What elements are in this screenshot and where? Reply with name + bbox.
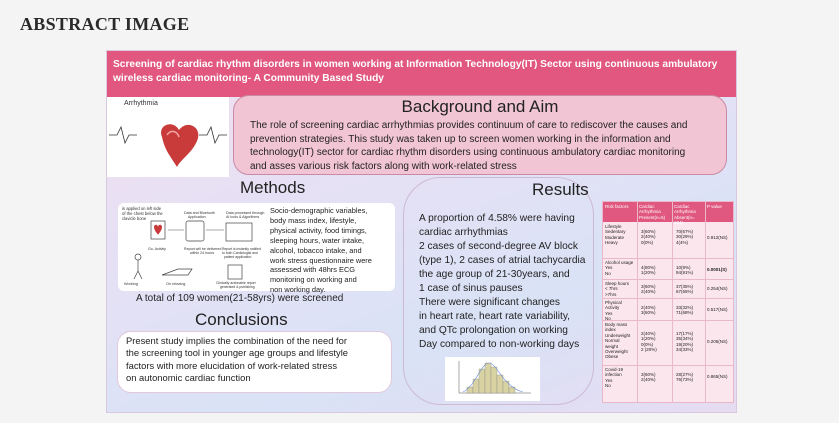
conclusion-line: on autonomic cardiac function [126,372,251,384]
flow-label: within 24 hours [190,251,215,255]
background-line: and asses various risk factors along with work-related stress [250,160,517,172]
conclusions-title: Conclusions [195,310,288,329]
methods-footer: A total of 109 women(21-58yrs) were screened [136,293,344,304]
histogram-bar [467,387,473,393]
page-heading: ABSTRACT IMAGE [20,14,190,34]
results-text [419,212,599,352]
table-cell-present: 3(60%) 2(40%) 0(0%) [641,229,656,245]
flow-label: On relaxing [166,282,186,286]
table-cell-absent: 17(17%) 35(34%) 19(20%) 34(33%) [676,331,694,353]
conclusions-box [117,331,392,393]
table-header-cell: Risk factors [605,204,629,209]
methods-title: Methods [240,178,306,197]
results-line: cardiac arrhythmias [419,227,508,238]
table-cell-factor: Alcohol usage Yes No [605,260,634,276]
banner-line-1: Screening of cardiac rhythm disorders in women working at Information Technology(IT) Sector using continuous ambulatory [113,59,718,70]
flow-label: Data and Bluetooth [184,211,215,215]
background-line: technology(IT) sector for cardiac rhythm disorders using continuous ambulatory cardiac monitoring [250,147,686,158]
histogram-chart [445,357,540,401]
methods-text [270,206,395,295]
methods-line: alcohol, tobacco intake, and [270,245,362,255]
flow-label: Report is instantly notified [222,247,261,251]
results-line: There were significant changes [419,297,561,308]
table-cell-p: 0.205(NS) [707,339,728,344]
table-cell-factor: Physical Activity Yes No [605,300,622,322]
flow-label: Data processed through [226,211,265,215]
results-line: and QTc prolongation on working [419,325,568,336]
document-icon [228,265,242,279]
title-banner [107,51,736,97]
flow-label: patient application [224,255,252,259]
table-cell-absent: 28(27%) 76(73%) [676,372,694,383]
smartphone-icon [186,221,204,241]
table-header-cell: P value [707,204,722,209]
results-line: A proportion of 4.58% were having [419,213,575,224]
table-cell-p: 0.254(NS) [707,286,728,291]
table-cell-factor: Sleep hours < 7hrs >7hrs [605,281,630,297]
conclusions-text [126,335,390,385]
conclusion-line: the screening tool in younger age groups and lifestyle [126,347,349,359]
thumbnail-label: Arrhythmia [124,100,158,107]
flow-label: Application [188,215,206,219]
computer-icon [226,223,252,241]
flow-label: Clinically actionable report [216,281,256,285]
histogram-bar [479,369,485,393]
table-cell-present: 2(40%) 1(20%) 0(0%) 2 (20%) [641,331,657,353]
histogram-bar [491,367,497,393]
table-cell-p: 0.517(NS) [707,307,728,312]
results-title: Results [532,180,589,199]
background-line: The role of screening cardiac arrhythmias provides continuum of care to rediscover the causes and [250,120,688,131]
background-line: prevention strategies. This study was taken up to screen women working in the information and [250,133,671,145]
histogram-thumbnail [445,357,540,401]
histogram-bar [485,363,491,393]
results-line: 2 cases of second-degree AV block [419,241,578,252]
table-cell-absent: 70(67%) 30(29%) 4(4%) [676,229,694,245]
poster [106,50,737,413]
flow-label: generated & publishing [220,285,255,289]
table-cell-factor: Covid-19 infection Yes No [605,367,624,389]
results-line: 1 case of sinus pauses [419,283,523,294]
background-box [233,95,727,175]
person-walking-icon [135,254,141,260]
table-cell-p: 0.912(NS) [707,235,728,240]
methods-line: physical activity, food timings, [270,225,367,235]
methods-line: Socio-demographic variables, [270,206,368,215]
background-text [250,119,720,173]
table-cell-present: 3(60%) 2(40%) [641,372,656,383]
banner-line-2: wireless cardiac monitoring- A Community Based Study [113,73,384,84]
methods-line: sleeping hours, water intake, [270,235,365,245]
flow-label: to both Cardiologist and [222,251,258,255]
table-cell-factor: Lifestyle Sedentary Moderate Heavy [605,224,626,246]
table-cell-absent: 37(35%) 67(65%) [676,284,694,295]
flow-label: Report will be delivered [184,247,222,251]
table-cell-p: 0.865(NS) [707,374,728,379]
results-line: Day compared to non-working days [419,339,580,350]
table-header-cell: Cardiac Arrhythmia Present(n=5) [639,204,666,220]
flow-label: is applied on left side [122,206,162,211]
table-header-cell: Cardiac Arrhythmia Absent(n= 104) [674,204,696,226]
flow-label: clavicle bone [122,216,147,221]
methods-line: assessed with 48hrs ECG [270,265,356,275]
risk-factor-table [602,201,734,403]
flow-label: Working [124,282,138,286]
methods-line: work stress questionnaire were [270,255,372,265]
table-cell-present: 3(60%) 2(40%) [641,284,656,295]
workflow-diagram [118,203,268,291]
table-cell-present: 2(40%) 3(60%) [641,305,656,316]
methods-panel [118,203,395,295]
arrhythmia-thumbnail [107,97,229,177]
methods-line: non working day. [270,285,326,295]
person-resting-icon [162,269,192,275]
methods-line: monitoring on working and [270,275,357,285]
table-cell-factor: Body mass index Underweight Normal weight Overweight Obese [605,322,631,360]
histogram-bar [497,375,503,393]
table-cell-p: 0.0001(S) [707,267,727,272]
table-cell-absent: 33(32%) 71(68%) [676,305,694,316]
heart-illustration-icon [107,97,229,177]
results-line: the age group of 21-30years, and [419,269,570,280]
histogram-bar [503,381,509,393]
flow-label: AI tools & Algorithms [226,215,260,219]
conclusion-line: factors with more elucidation of work-related stress [126,359,338,371]
table-cell-absent: 10(9%) 94(91%) [676,265,694,276]
methods-line: body mass index, lifestyle, [270,215,357,225]
results-line: (type 1), 2 cases of atrial tachycardia [419,255,586,266]
flow-label: Go, Activity [148,247,166,251]
results-line: in heart rate, heart rate variability, [419,311,570,322]
background-title: Background and Aim [401,97,559,116]
conclusion-line: Present study implies the combination of the need for [126,335,347,346]
table-cell-present: 4(80%) 1(20%) [641,265,656,276]
flow-label: of the chest below the [122,211,163,216]
